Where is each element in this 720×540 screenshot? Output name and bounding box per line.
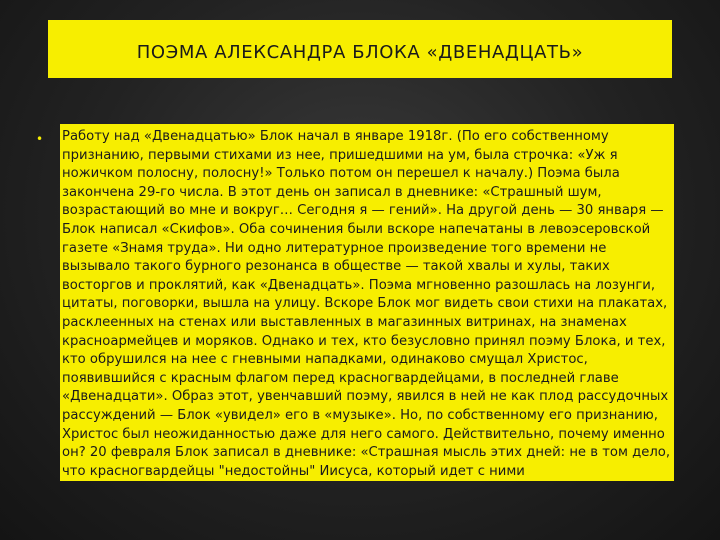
- bullet-marker: •: [36, 132, 44, 146]
- highlighted-text-block: [60, 124, 674, 481]
- body-paragraph: Работу над «Двенадцатью» Блок начал в январе 1918г. (По его собственному признанию, первыми стихами из нее, пришедшими на ум, была строчка: «Уж я ножичком полосну, полосну!» Только потом он перешел к началу.) Поэма была закончена 29-го числа. В этот день он записал в дневнике: «Страшный шум, возрастающий во мне и вокруг… Сегодня я — гений». На другой день — 30 января — Блок написал «Скифов». Оба сочинения были вскоре напечатаны в левоэсеровской газете «Знамя труда». Ни одно литературное произведение того времени не вызывало такого бурного резонанса в обществе — такой хвалы и хулы, таких восторгов и проклятий, как «Двенадцать». Поэма мгновенно разошлась на лозунги, цитаты, поговорки, вышла на улицу. Вскоре Блок мог видеть свои стихи на плакатах, расклеенных на стенах или выставленных в магазинных витринах, на знаменах красноармейцев и моряков. Однако и тех, кто безусловно принял поэму Блока, и тех, кто обрушился на нее с гневными нападками, одинаково смущал Христос, появившийся с красным флагом перед красногвардейцами, в последней главе «Двенадцати». Образ этот, увенчавший поэму, явился в ней не как плод рассудочных рассуждений — Блок «увидел» его в «музыке». Но, по собственному его признанию, Христос был неожиданностью даже для него самого. Действительно, почему именно он? 20 февраля Блок записал в дневнике: «Страшная мысль этих дней: не в том дело, что красногвардейцы "недостойны" Иисуса, который идет с ними: [62, 129, 671, 479]
- title-banner: [48, 20, 672, 78]
- content-area: [28, 124, 674, 540]
- slide-title: ПОЭМА АЛЕКСАНДРА БЛОКА «ДВЕНАДЦАТЬ»: [136, 41, 584, 63]
